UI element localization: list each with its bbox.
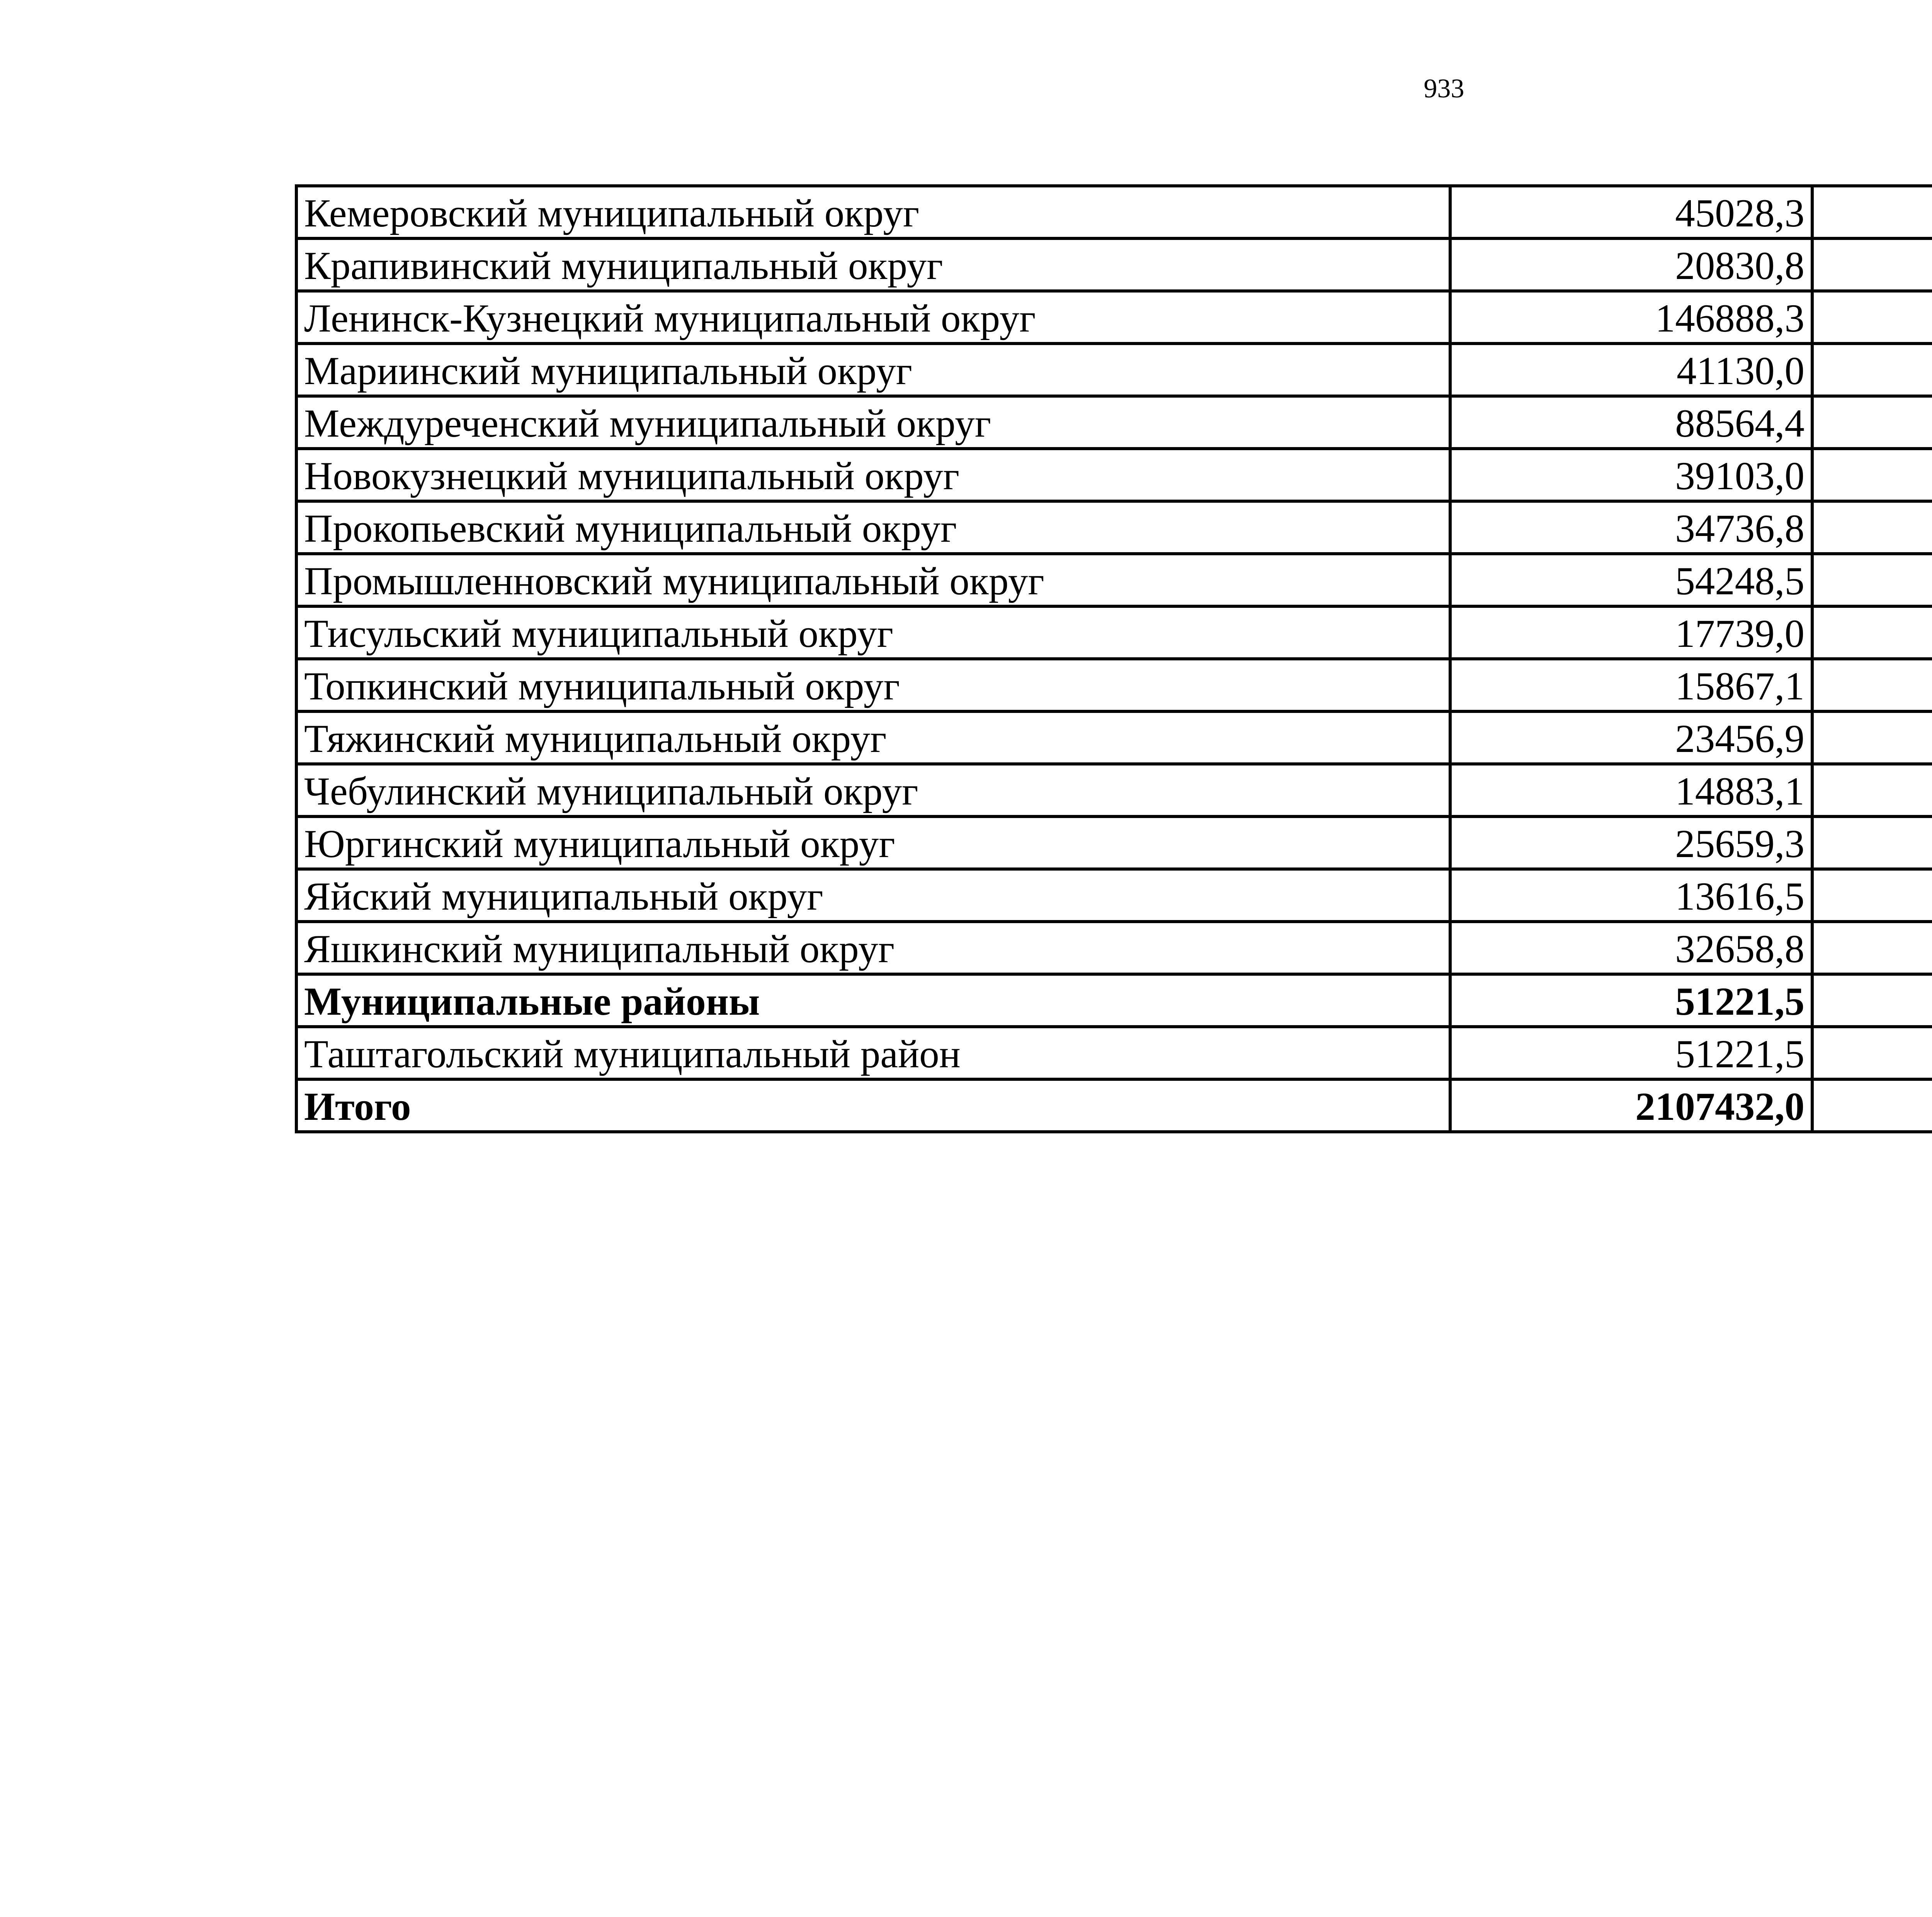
table-row xyxy=(296,554,1932,606)
municipality-name: Новокузнецкий муниципальный округ xyxy=(296,449,1450,501)
value-col-2 xyxy=(1812,344,1932,396)
page-number: 933 xyxy=(1423,74,1464,104)
value-col-1: 32658,8 xyxy=(1450,922,1812,974)
municipality-name: Мариинский муниципальный округ xyxy=(296,344,1450,396)
value-col-1: 51221,5 xyxy=(1450,974,1812,1027)
table-row xyxy=(296,238,1932,291)
value-col-1: 23456,9 xyxy=(1450,711,1812,764)
table-row xyxy=(296,186,1932,238)
table-row xyxy=(296,501,1932,554)
total-row xyxy=(296,1079,1932,1132)
total-label: Итого xyxy=(296,1079,1450,1132)
value-col-2 xyxy=(1812,449,1932,501)
municipality-name: Таштагольский муниципальный район xyxy=(296,1027,1450,1079)
municipality-name: Тисульский муниципальный округ xyxy=(296,606,1450,659)
value-col-1: 41130,0 xyxy=(1450,344,1812,396)
value-col-1: 14883,1 xyxy=(1450,764,1812,816)
value-col-2 xyxy=(1812,1027,1932,1079)
value-col-2 xyxy=(1812,764,1932,816)
value-col-1: 88564,4 xyxy=(1450,396,1812,449)
municipality-name: Ленинск-Кузнецкий муниципальный округ xyxy=(296,291,1450,344)
value-col-1: 54248,5 xyxy=(1450,554,1812,606)
subtotal-row xyxy=(296,974,1932,1027)
value-col-2 xyxy=(1812,922,1932,974)
municipality-name: Междуреченский муниципальный округ xyxy=(296,396,1450,449)
value-col-2 xyxy=(1812,816,1932,869)
value-col-1: 25659,3 xyxy=(1450,816,1812,869)
municipality-name: Кемеровский муниципальный округ xyxy=(296,186,1450,238)
value-col-1: 39103,0 xyxy=(1450,449,1812,501)
value-col-1: 13616,5 xyxy=(1450,869,1812,922)
value-col-1: 15867,1 xyxy=(1450,659,1812,711)
value-col-1: 20830,8 xyxy=(1450,238,1812,291)
value-col-1: 2107432,0 xyxy=(1450,1079,1812,1132)
subtotal-label: Муниципальные районы xyxy=(296,974,1450,1027)
municipality-name: Яйский муниципальный округ xyxy=(296,869,1450,922)
value-col-2 xyxy=(1812,711,1932,764)
table-row xyxy=(296,606,1932,659)
table-row xyxy=(296,291,1932,344)
municipality-name: Промышленновский муниципальный округ xyxy=(296,554,1450,606)
value-col-2 xyxy=(1812,291,1932,344)
value-col-1: 51221,5 xyxy=(1450,1027,1812,1079)
value-col-1: 45028,3 xyxy=(1450,186,1812,238)
value-col-2 xyxy=(1812,238,1932,291)
table-row xyxy=(296,449,1932,501)
municipality-name: Яшкинский муниципальный округ xyxy=(296,922,1450,974)
municipality-name: Топкинский муниципальный округ xyxy=(296,659,1450,711)
table-row xyxy=(296,922,1932,974)
table-row xyxy=(296,816,1932,869)
municipality-name: Прокопьевский муниципальный округ xyxy=(296,501,1450,554)
table-row xyxy=(296,396,1932,449)
value-col-1: 146888,3 xyxy=(1450,291,1812,344)
municipality-name: Юргинский муниципальный округ xyxy=(296,816,1450,869)
value-col-2 xyxy=(1812,396,1932,449)
table-row xyxy=(296,711,1932,764)
value-col-1: 34736,8 xyxy=(1450,501,1812,554)
value-col-2 xyxy=(1812,554,1932,606)
value-col-2 xyxy=(1812,869,1932,922)
budget-table xyxy=(295,184,1932,1133)
table-row xyxy=(296,764,1932,816)
value-col-2 xyxy=(1812,501,1932,554)
municipality-name: Тяжинский муниципальный округ xyxy=(296,711,1450,764)
value-col-1: 17739,0 xyxy=(1450,606,1812,659)
value-col-2 xyxy=(1812,974,1932,1027)
municipality-name: Крапивинский муниципальный округ xyxy=(296,238,1450,291)
table-row xyxy=(296,869,1932,922)
value-col-2 xyxy=(1812,186,1932,238)
value-col-2 xyxy=(1812,1079,1932,1132)
table-row xyxy=(296,1027,1932,1079)
value-col-2 xyxy=(1812,659,1932,711)
table-row xyxy=(296,344,1932,396)
table-row xyxy=(296,659,1932,711)
municipality-name: Чебулинский муниципальный округ xyxy=(296,764,1450,816)
value-col-2 xyxy=(1812,606,1932,659)
